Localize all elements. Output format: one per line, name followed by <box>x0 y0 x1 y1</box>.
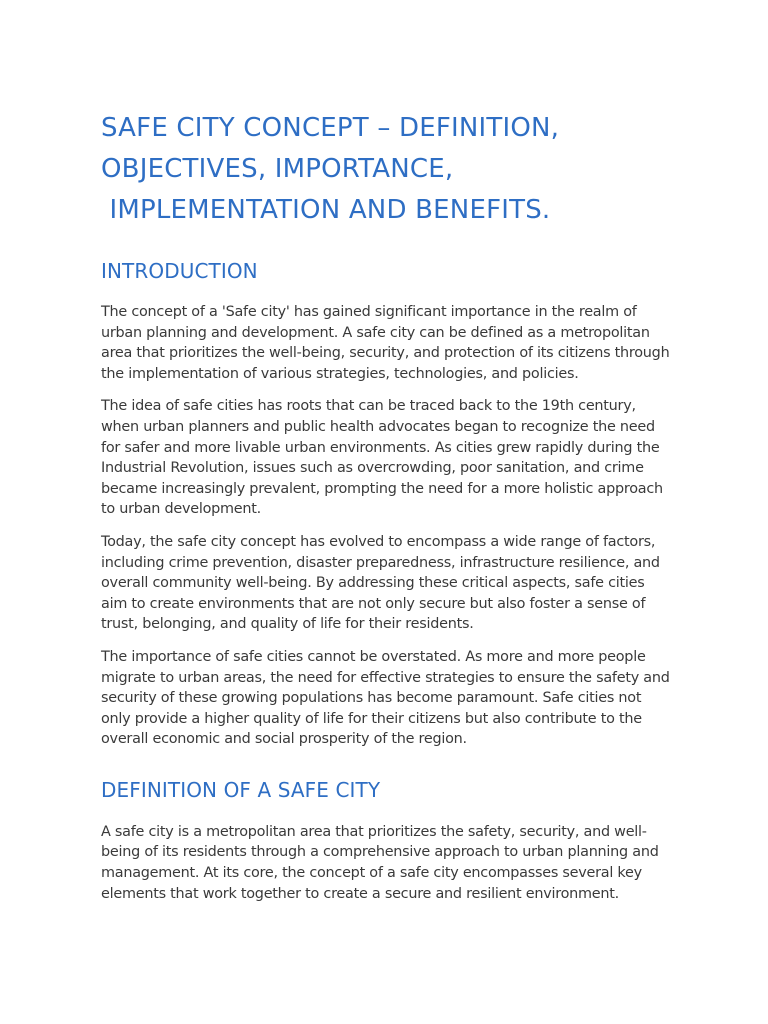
intro-paragraph: The concept of a 'Safe city' has gained significant importance in the realm of urban planning and development. A safe city can be defined as a metropolitan area that prioritizes the well-being, security, and protection of its citizens through the implementation of various strategies, technologies, and policies. <box>101 304 670 382</box>
intro-paragraph: The importance of safe cities cannot be overstated. As more and more people migrate to urban areas, the need for effective strategies to ensure the safety and security of these growing populations has become paramount. Safe cities not only provide a higher quality of life for their citizens but also contribute to the overall economic and social prosperity of the region. <box>101 648 670 748</box>
definition-paragraph: A safe city is a metropolitan area that prioritizes the safety, security, and well-being of its residents through a comprehensive approach to urban planning and management. At its core, the concept of a safe city encompasses several key elements that work together to create a secure and resilient environment. <box>101 823 659 902</box>
document-title <box>101 108 681 231</box>
section-heading-introduction: INTRODUCTION <box>101 259 258 283</box>
intro-paragraph: The idea of safe cities has roots that can be traced back to the 19th century, when urban planners and public health advocates began to recognize the need for safer and more livable urban environments. As cities grew rapidly during the Industrial Revolution, issues such as overcrowding, poor sanitation, and crime became increasingly prevalent, prompting the need for a more holistic approach to urban development. <box>101 398 663 518</box>
section-heading-definition: DEFINITION OF A SAFE CITY <box>101 777 381 802</box>
intro-paragraph: Today, the safe city concept has evolved to encompass a wide range of factors, including crime prevention, disaster preparedness, infrastructure resilience, and overall community well-being. By addressing these critical aspects, safe cities aim to create environments that are not only secure but also foster a sense of trust, belonging, and quality of life for their residents. <box>101 533 660 633</box>
document-title-line: IMPLEMENTATION AND BENEFITS. <box>101 195 551 225</box>
document-content <box>101 108 681 904</box>
document-title-line: SAFE CITY CONCEPT – DEFINITION, <box>101 113 560 143</box>
document-title-line: OBJECTIVES, IMPORTANCE, <box>101 154 454 184</box>
